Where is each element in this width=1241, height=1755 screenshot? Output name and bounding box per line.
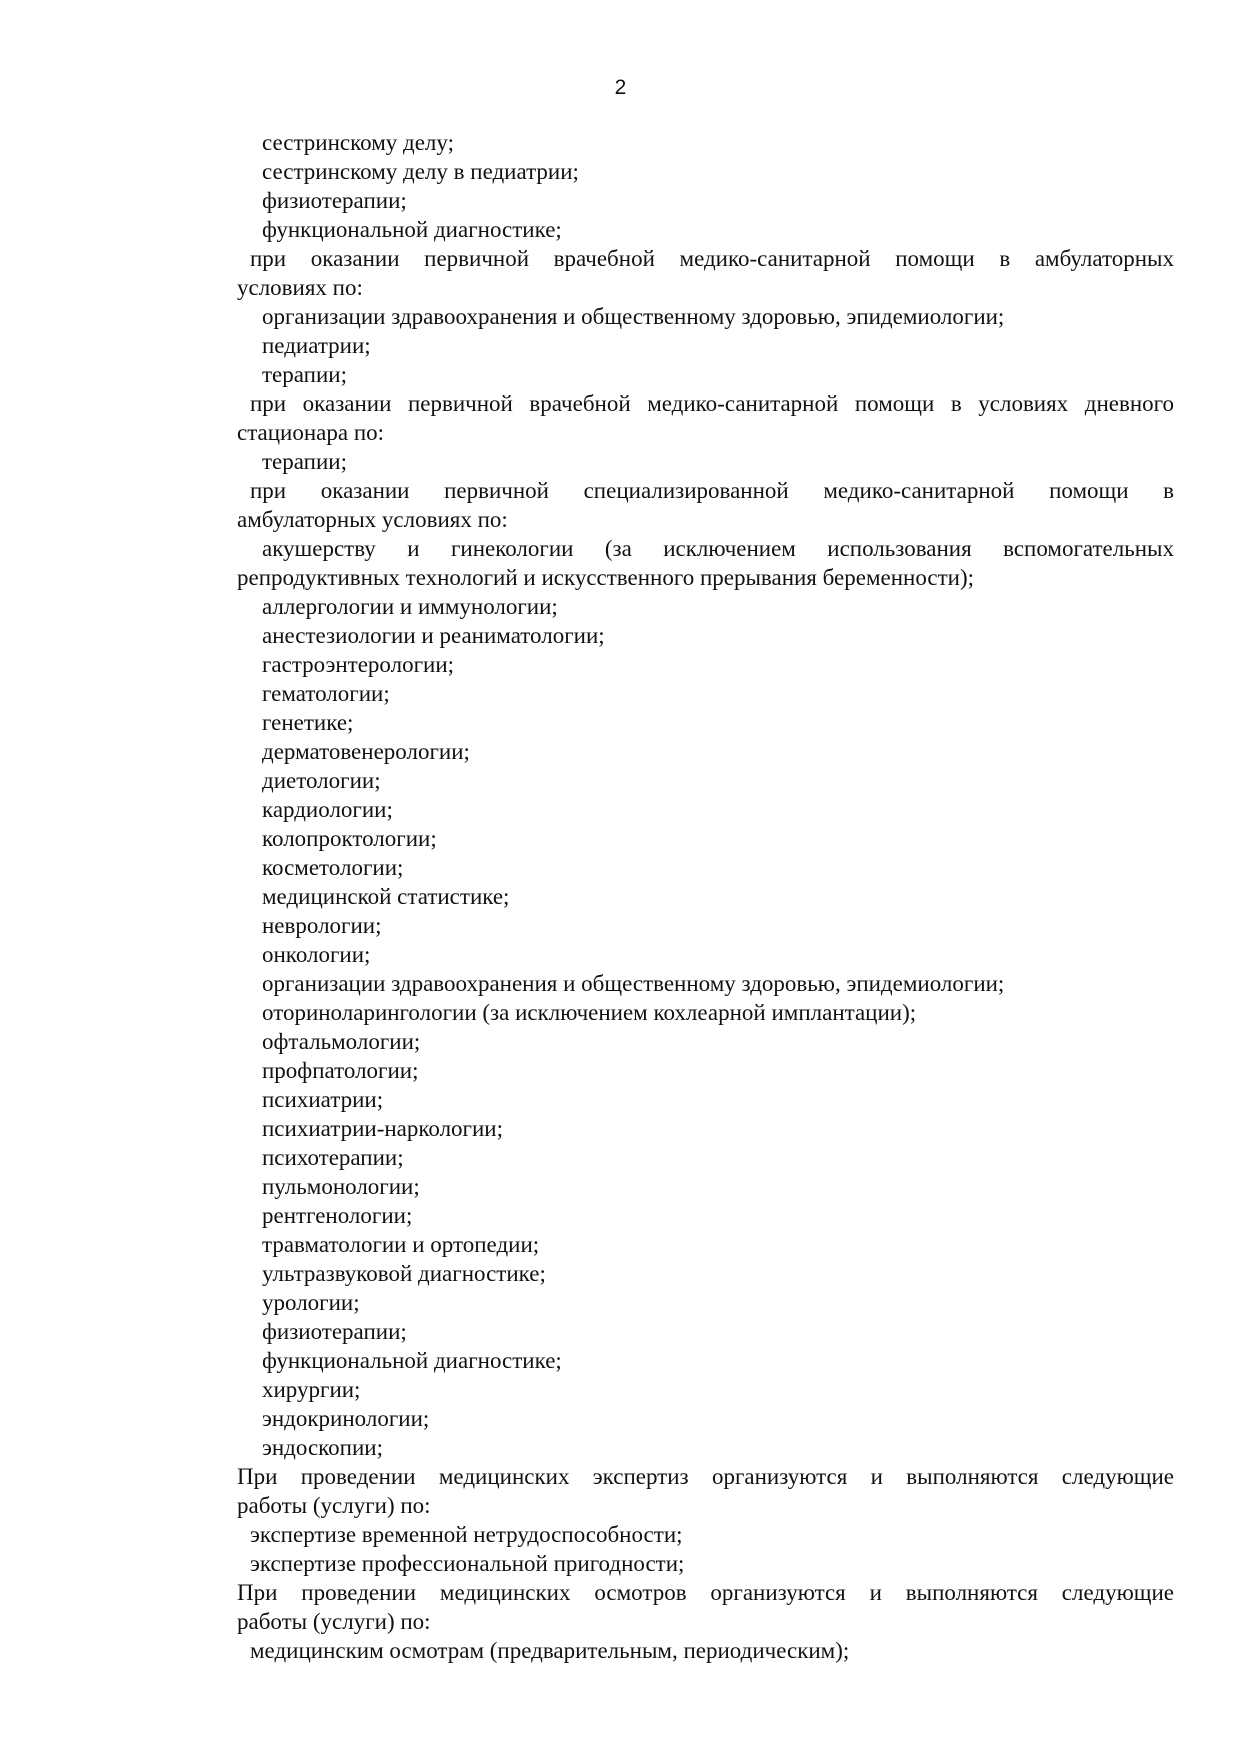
text-line: функциональной диагностике; [262,217,562,242]
text-line: колопроктологии; [262,826,437,851]
text-line: при оказании первичной специализированной медико-санитарной помощи в [250,478,1174,503]
text-line: косметологии; [262,855,404,880]
text-line: сестринскому делу в педиатрии; [262,159,579,184]
text-line: терапии; [262,362,347,387]
text-line: при оказании первичной врачебной медико-санитарной помощи в амбулаторных [250,246,1174,271]
text-line: организации здравоохранения и общественному здоровью, эпидемиологии; [262,304,1005,329]
page-number: 2 [614,76,627,99]
text-line: работы (услуги) по: [237,1493,431,1518]
text-line: ультразвуковой диагностике; [262,1261,546,1286]
text-line: акушерству и гинекологии (за исключением использования вспомогательных [262,536,1174,561]
text-line: При проведении медицинских осмотров организуются и выполняются следующие [237,1580,1174,1605]
text-line: анестезиологии и реаниматологии; [262,623,605,648]
text-line: медицинским осмотрам (предварительным, периодическим); [250,1638,850,1663]
text-line: физиотерапии; [262,188,407,213]
document-body [237,128,1174,1665]
text-line: экспертизе профессиональной пригодности; [250,1551,685,1576]
text-line: психиатрии; [262,1087,384,1112]
text-line: при оказании первичной врачебной медико-санитарной помощи в условиях дневного [250,391,1174,416]
text-line: урологии; [262,1290,360,1315]
text-line: аллергологии и иммунологии; [262,594,558,619]
text-line: рентгенологии; [262,1203,413,1228]
text-line: гастроэнтерологии; [262,652,455,677]
text-line: физиотерапии; [262,1319,407,1344]
text-line: неврологии; [262,913,382,938]
text-line: хирургии; [262,1377,361,1402]
text-line: диетологии; [262,768,381,793]
text-line: кардиологии; [262,797,393,822]
text-line: онкологии; [262,942,371,967]
text-line: офтальмологии; [262,1029,421,1054]
text-line: функциональной диагностике; [262,1348,562,1373]
text-line: гематологии; [262,681,390,706]
text-line: сестринскому делу; [262,130,454,155]
text-line: медицинской статистике; [262,884,510,909]
text-line: стационара по: [237,420,385,445]
text-line: При проведении медицинских экспертиз организуются и выполняются следующие [237,1464,1174,1489]
text-line: дерматовенерологии; [262,739,470,764]
text-line: эндокринологии; [262,1406,430,1431]
text-line: эндоскопии; [262,1435,383,1460]
text-line: пульмонологии; [262,1174,420,1199]
text-line: терапии; [262,449,347,474]
text-line: психиатрии-наркологии; [262,1116,503,1141]
text-line: экспертизе временной нетрудоспособности; [250,1522,683,1547]
text-line: амбулаторных условиях по: [237,507,508,532]
text-line: педиатрии; [262,333,371,358]
text-line: психотерапии; [262,1145,404,1170]
text-line: травматологии и ортопедии; [262,1232,540,1257]
text-line: репродуктивных технологий и искусственного прерывания беременности); [237,565,975,590]
text-line: условиях по: [237,275,363,300]
text-line: оториноларингологии (за исключением кохлеарной имплантации); [262,1000,917,1025]
text-line: организации здравоохранения и общественному здоровью, эпидемиологии; [262,971,1005,996]
text-line: генетике; [262,710,354,735]
text-line: работы (услуги) по: [237,1609,431,1634]
text-line: профпатологии; [262,1058,419,1083]
